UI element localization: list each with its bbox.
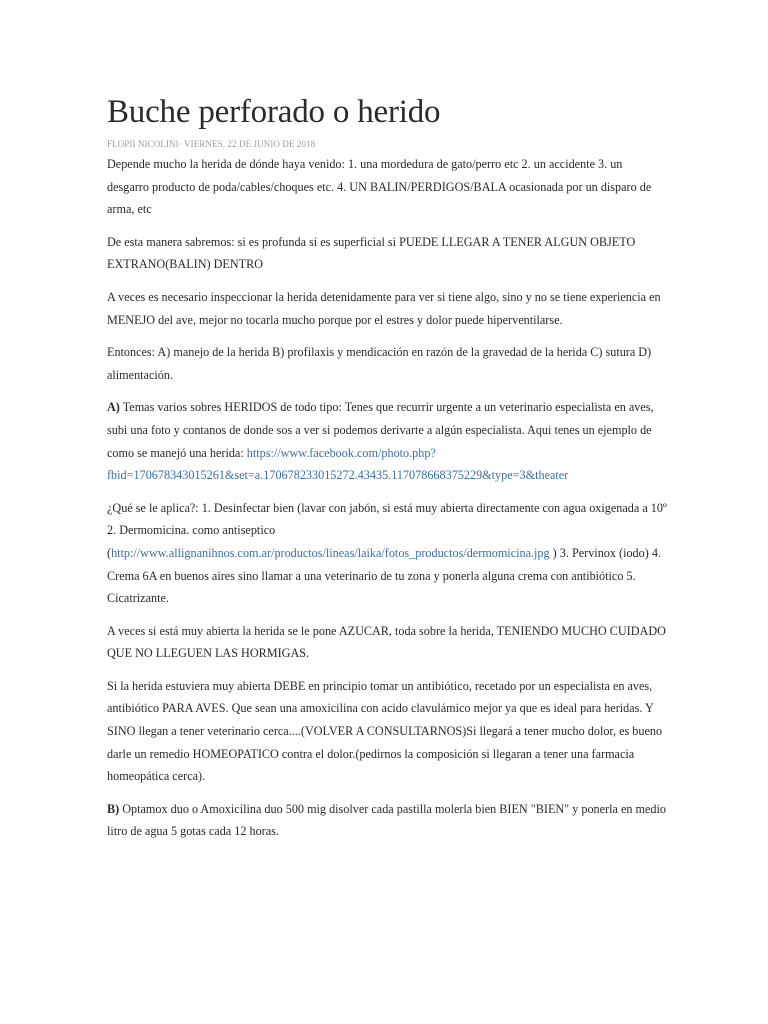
article <box>107 92 667 843</box>
paragraph-steps: Entonces: A) manejo de la herida B) profilaxis y mendicación en razón de la gravedad de la herida C) sutura D) alimentación. <box>107 345 652 382</box>
paragraph-sugar: A veces si está muy abierta la herida se le pone AZUCAR, toda sobre la herida, TENIENDO MUCHO CUIDADO QUE NO LLEGUEN LAS HORMIGAS. <box>107 623 666 661</box>
article-byline: FLOPII NICOLINI· VIERNES, 22 DE JUNIO DE 2018 <box>107 139 316 149</box>
paragraph-section-a <box>107 396 667 486</box>
article-title: Buche perforado o herido <box>107 94 441 130</box>
facebook-photo-link[interactable]: https://www.facebook.com/photo.php?fbid=170678343015261&set=a.170678233015272.43435.117078668375229&type=3&theater <box>107 445 569 483</box>
paragraph-assessment: De esta manera sabremos: si es profunda si es superficial si PUEDE LLEGAR A TENER ALGUN OBJETO EXTRANO(BALIN) DENTRO <box>107 234 636 272</box>
paragraph-inspection: A veces es necesario inspeccionar la herida detenidamente para ver si tiene algo, sino y no se tiene experiencia en MENEJO del ave, mejor no tocarla mucho porque por el estres y dolor puede hiperventilarse. <box>107 289 661 327</box>
paragraph-application <box>107 497 667 610</box>
section-b-label: B) <box>107 801 120 816</box>
dermomicina-link[interactable]: http://www.allignanihnos.com.ar/productos/lineas/laika/fotos_productos/dermomicina.jpg <box>111 545 550 560</box>
application-text-start: ¿Qué se le aplica?: 1. Desinfectar bien (lavar con jabón, si está muy abierta directamente con agua oxigenada a 10º 2. Dermomicina. como antiseptico ( <box>107 500 667 560</box>
paragraph-antibiotic: Si la herida estuviera muy abierta DEBE en principio tomar un antibiótico, recetado por un especialista en aves, antibiótico PARA AVES. Que sean una amoxicilina con acido clavulámico mejor ya que es ideal para heridas. Y SINO llegan a tener veterinario cerca....(VOLVER A CONSULTARNOS)Si llegará a tener mucho dolor, es bueno darle un remedio HOMEOPATICO contra el dolor.(pedirnos la composición si llegaran a tener una farmacia homeopática cerca). <box>107 678 663 784</box>
application-text-end: ) 3. Pervinox (iodo) 4. Crema 6A en buenos aires sino llamar a una veterinario de tu zona y ponerla alguna crema con antibiótico 5. Cicatrizante. <box>107 545 661 606</box>
paragraph-section-b <box>107 798 667 843</box>
section-b-text: Optamox duo o Amoxicilina duo 500 mig disolver cada pastilla molerla bien BIEN "BIEN" y ponerla en medio litro de agua 5 gotas cada 12 horas. <box>107 801 666 839</box>
section-a-text: Temas varios sobres HERIDOS de todo tipo: Tenes que recurrir urgente a un veterinario especialista en aves, subi una foto y contanos de donde sos a ver si podemos derivarte a algún especialista. Aqui tenes un ejemplo de como se manejó una herida: <box>107 400 654 460</box>
section-a-label: A) <box>107 400 120 415</box>
paragraph-origin: Depende mucho la herida de dónde haya venido: 1. una mordedura de gato/perro etc 2. un accidente 3. un desgarro producto de poda/cables/choques etc. 4. UN BALIN/PERDIGOS/BALA ocasionada por un disparo de arma, etc <box>107 157 652 217</box>
